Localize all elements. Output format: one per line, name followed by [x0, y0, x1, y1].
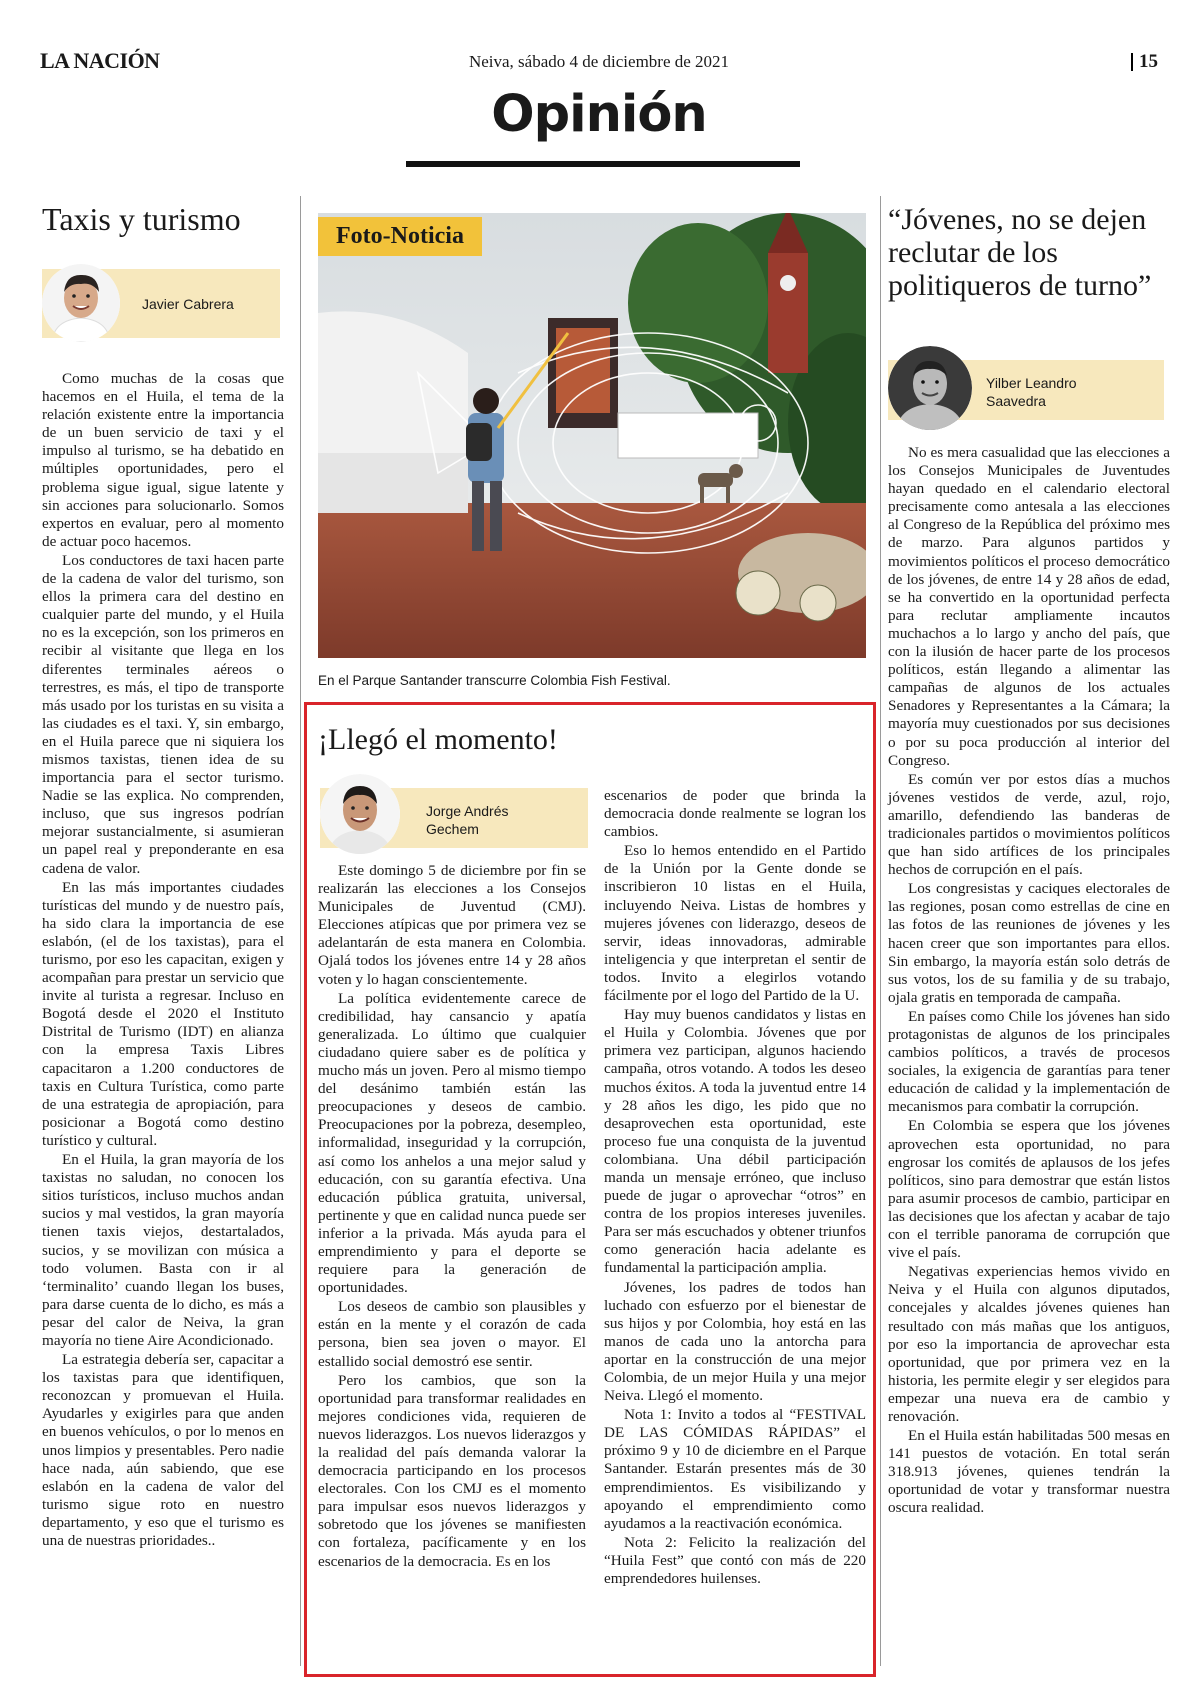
paragraph: Los congresistas y caciques electorales de las regiones, posan como estrellas de cine en las fotos de las reuniones de jóvenes y les hacen creer que son importantes para ellos. Sin embargo, la mayoría están solo detrás de sus votos, los de su familia y de su trabajo, ojala gratis en temporada de campaña. [888, 880, 1170, 1006]
center-article-column-1 [318, 862, 586, 1571]
avatar [320, 774, 400, 854]
section-title: Opinión [491, 85, 707, 144]
author-photo-javier [42, 264, 120, 342]
center-article-title: ¡Llegó el momento! [318, 723, 558, 756]
photo-caption: En el Parque Santander transcurre Colombia Fish Festival. [318, 673, 671, 688]
author-box [42, 269, 280, 338]
paragraph: Nota 1: Invito a todos al “FESTIVAL DE LAS CÓMIDAS RÁPIDAS” el próximo 9 y 10 de diciembre en el Parque Santander. Estarán presentes más de 30 emprendimientos. Es visibilizando y apoyando el emprendimiento como ayudamos a la reactivación económica. [604, 1406, 866, 1532]
paragraph: En el Huila, la gran mayoría de los taxistas no saludan, no conocen los sitios turísticos, incluso muchos andan sucios y mal vestidos, la gran mayoría tienen taxis viejos, destartalados, sucios, y se movilizan con música a todo volumen. Basta con ir al ‘terminalito’ cuando llegan los buses, para darse cuenta de lo dicho, es más a pesar del calor de Neiva, la gran mayoría no tiene Aire Acondicionado. [42, 1151, 284, 1349]
avatar [42, 264, 120, 342]
avatar [888, 346, 972, 430]
paragraph: Como muchas de la cosas que hacemos en el Huila, el tema de la relación existente entre la importancia de un buen servicio de taxi y el impulso al turismo, se ha debatido en múltiples oportunidades, pero el problema sigue igual, sigue latente y sin acciones para solucionarlo. Somos expertos en evaluar, pero al momento de actuar poco hacemos. [42, 370, 284, 550]
author-photo-yilber [888, 346, 972, 430]
paragraph: Es común ver por estos días a muchos jóvenes vestidos de verde, azul, rojo, amarillo, defendiendo las banderas de tradicionales partidos o movimientos políticos que han sido artífices de los principales hechos de corrupción en el país. [888, 770, 1170, 879]
author-box [320, 788, 588, 848]
column-divider [300, 196, 301, 1666]
paragraph: Los deseos de cambio son plausibles y están en la mente y el corazón de cada persona, bien sea joven o mayor. El estallido social demostró ese sentir. [318, 1298, 586, 1370]
paragraph: Negativas experiencias hemos vivido en Neiva y el Huila con algunos diputados, concejales y alcaldes jóvenes quienes han resultado con más mañas que los antiguos, por eso la importancia de aprovechar esta oportunidad, que por primera vez en la historia, les permite elegir y ser elegidos para empezar una nueva era de cambio y renovación. [888, 1263, 1170, 1425]
paragraph: La política evidentemente carece de credibilidad, hay cansancio y apatía generalizada. Lo último que cualquier ciudadano quiere saber es de política y mucho más un joven. Pero al mismo tiempo del desánimo también están las preocupaciones y deseos de cambio. Preocupaciones por la pobreza, desempleo, informalidad, inseguridad y la corrupción, así como los anhelos a una mejor salud y educación, con su garantía efectiva. Una educación pública gratuita, universal, pertinente y que en calidad nunca puede ser inferior a la privada. Más ayuda para el emprendimiento y para el deporte se requiere para la generación de oportunidades. [318, 989, 586, 1297]
author-name-line2: Gechem [426, 821, 479, 837]
paragraph: escenarios de poder que brinda la democracia donde realmente se logran los cambios. [604, 787, 866, 841]
author-name-line2: Saavedra [986, 393, 1046, 409]
paragraph: Eso lo hemos entendido en el Partido de la Unión por la Gente donde se inscribieron 10 listas en el Huila, incluyendo Neiva. Listas de hombres y mujeres jóvenes con liderazgo, deseos de servir, ideas innovadoras, admirable inteligencia y que interpretan el sentir de todos. Invito a elegirlos votando fácilmente por el logo del Partido de la U. [604, 842, 866, 1005]
author-name-line1: Yilber Leandro [986, 375, 1077, 391]
author-name-line1: Jorge Andrés [426, 803, 509, 819]
left-article-title: Taxis y turismo [42, 201, 241, 237]
section-rule [406, 161, 800, 167]
photo-tag: Foto-Noticia [318, 217, 482, 256]
right-article-body [888, 444, 1170, 1518]
paragraph: En las más importantes ciudades turísticas del mundo y de nuestro país, ha sido clara la importancia de ese eslabón, (el de los taxistas), para el turismo, por eso les capacitan, exigen y acompañan para prestar un servicio que invite al turista a regresar. Incluso en Bogotá desde el 2020 el Instituto Distrital de Turismo (IDT) en alianza con la empresa Taxis Libres capacitaron a 1.200 conductores de taxis en Cultura Turística, como parte de una estrategia de apropiación, para posicionar a Bogotá como destino turístico y cultural. [42, 878, 284, 1149]
left-article-body [42, 370, 284, 1550]
author-box [888, 360, 1164, 420]
right-article-title: “Jóvenes, no se dejen reclutar de los politiqueros de turno” [888, 203, 1152, 302]
park-photo-illustration [318, 213, 866, 658]
news-photo [318, 213, 866, 658]
paragraph: En Colombia se espera que los jóvenes aprovechen esta oportunidad, no para engrosar los comités de aplausos de los jefes políticos, sino para demostrar que están listos para asumir procesos de cambio, participar en las decisiones que los afectan y acabar de tajo con el terrible panorama de corrupción que vive el país. [888, 1117, 1170, 1262]
newspaper-logo: LA NACIÓN [40, 48, 160, 73]
paragraph: No es mera casualidad que las elecciones a los Consejos Municipales de Juventudes hayan quedado en el calendario electoral precisamente como antesala a las elecciones al Congreso de la República del próximo mes de marzo. Para algunos partidos y movimientos políticos el proceso democrático de los jóvenes, de entre 14 y 28 años de edad, se ha convertido en la oportunidad perfecta para reclutar ampliamente incautos muchachos a lo largo y ancho del país, que con la ilusión de hacer parte de los procesos políticos, están llegando a alimentar las campañas de algunos de los actuales Senadores y Representantes a la Cámara; la mayoría muy cuestionados por sus decisiones o por su poca producción al interior del Congreso. [888, 444, 1170, 769]
page-number: 15 [1131, 53, 1158, 71]
paragraph: La estrategia debería ser, capacitar a los taxistas para que identifiquen, reconozcan y promuevan el Huila. Ayudarles y exigirles para que anden en buenos vehículos, o por lo menos en unos limpios y presentables. Pero nadie hace nada, aún sabiendo, que ese eslabón en la cadena de valor del turismo sigue roto en nuestro departamento, y eso que el turismo es una de nuestras prioridades.. [42, 1351, 284, 1549]
issue-date: Neiva, sábado 4 de diciembre de 2021 [468, 52, 730, 71]
paragraph: Pero los cambios, que son la oportunidad para transformar realidades en mejores condiciones vida, requieren de nuevos liderazgos. Los nuevos liderazgos y la realidad del país demanda valorar la democracia participando en los procesos electorales. Con los CMJ es el momento para impulsar esos nuevos liderazgos y sobretodo que los jóvenes se manifiesten con fortaleza, pacíficamente y en los escenarios de la democracia. Es en los [318, 1371, 586, 1570]
paragraph: Jóvenes, los padres de todos han luchado con esfuerzo por el bienestar de sus hijos y por Colombia, hoy está en las manos de cada uno la antorcha para aportar en la construcción de una mejor Colombia, de un mejor Huila y una mejor Neiva. Llegó el momento. [604, 1278, 866, 1405]
center-article-column-2 [604, 787, 866, 1588]
paragraph: En el Huila están habilitadas 500 mesas en 141 puestos de votación. En total serán 318.913 jóvenes, quienes tendrán la oportunidad de votar y transformar nuestra oscura realidad. [888, 1427, 1170, 1517]
paragraph: Este domingo 5 de diciembre por fin se realizarán las elecciones a los Consejos Municipales de Juventud (CMJ). Elecciones atípicas que por primera vez se adelantarán de esta manera en Colombia. Ojalá todos los jóvenes entre 14 y 28 años voten y lo hagan conscientemente. [318, 862, 586, 988]
paragraph: Nota 2: Felicito la realización del “Huila Fest” que contó con más de 220 emprendedores huilenses. [604, 1533, 866, 1588]
author-photo-jorge [320, 774, 400, 854]
paragraph: En países como Chile los jóvenes han sido protagonistas de algunos de los principales cambios políticos, a través de procesos sociales, la exigencia de garantías para tener educación de calidad y la implementación de mecanismos para combatir la corrupción. [888, 1007, 1170, 1116]
author-name: Javier Cabrera [142, 296, 234, 312]
paragraph: Hay muy buenos candidatos y listas en el Huila y Colombia. Jóvenes que por primera vez participan, algunos haciendo campaña, otros votando. A todos les deseo muchos éxitos. A toda la juventud entre 14 y 28 años les digo, les pido que no desaprovechen esta oportunidad, este proceso fue una conquista de la juventud colombiana. Una débil participación manda un mensaje erróneo, que incluso puede de jugar o aprovechar “otros” en contra de los propios intereses juveniles. Para ser más escuchados y obtener triunfos como generación hacia adelante es fundamental la participación amplia. [604, 1006, 866, 1277]
column-divider [880, 196, 881, 1666]
paragraph: Los conductores de taxi hacen parte de la cadena de valor del turismo, son ellos la primera cara del destino en cualquier parte del mundo, y el Huila no es la excepción, son los primeros en recibir al visitante que llega en los diferentes terminales aéreos o terrestres, es más, el tipo de transporte más usado por los turistas en su visita a las ciudades es el taxi. Y, sin embargo, en el Huila parece que ni siquiera los mismos taxistas, tienen idea de su importancia para el sector turismo. Nadie se las explica. No comprenden, incluso, que sus ingresos podrían mejorar sustancialmente, si asumieran un papel real y preponderante en esa cadena de valor. [42, 551, 284, 877]
